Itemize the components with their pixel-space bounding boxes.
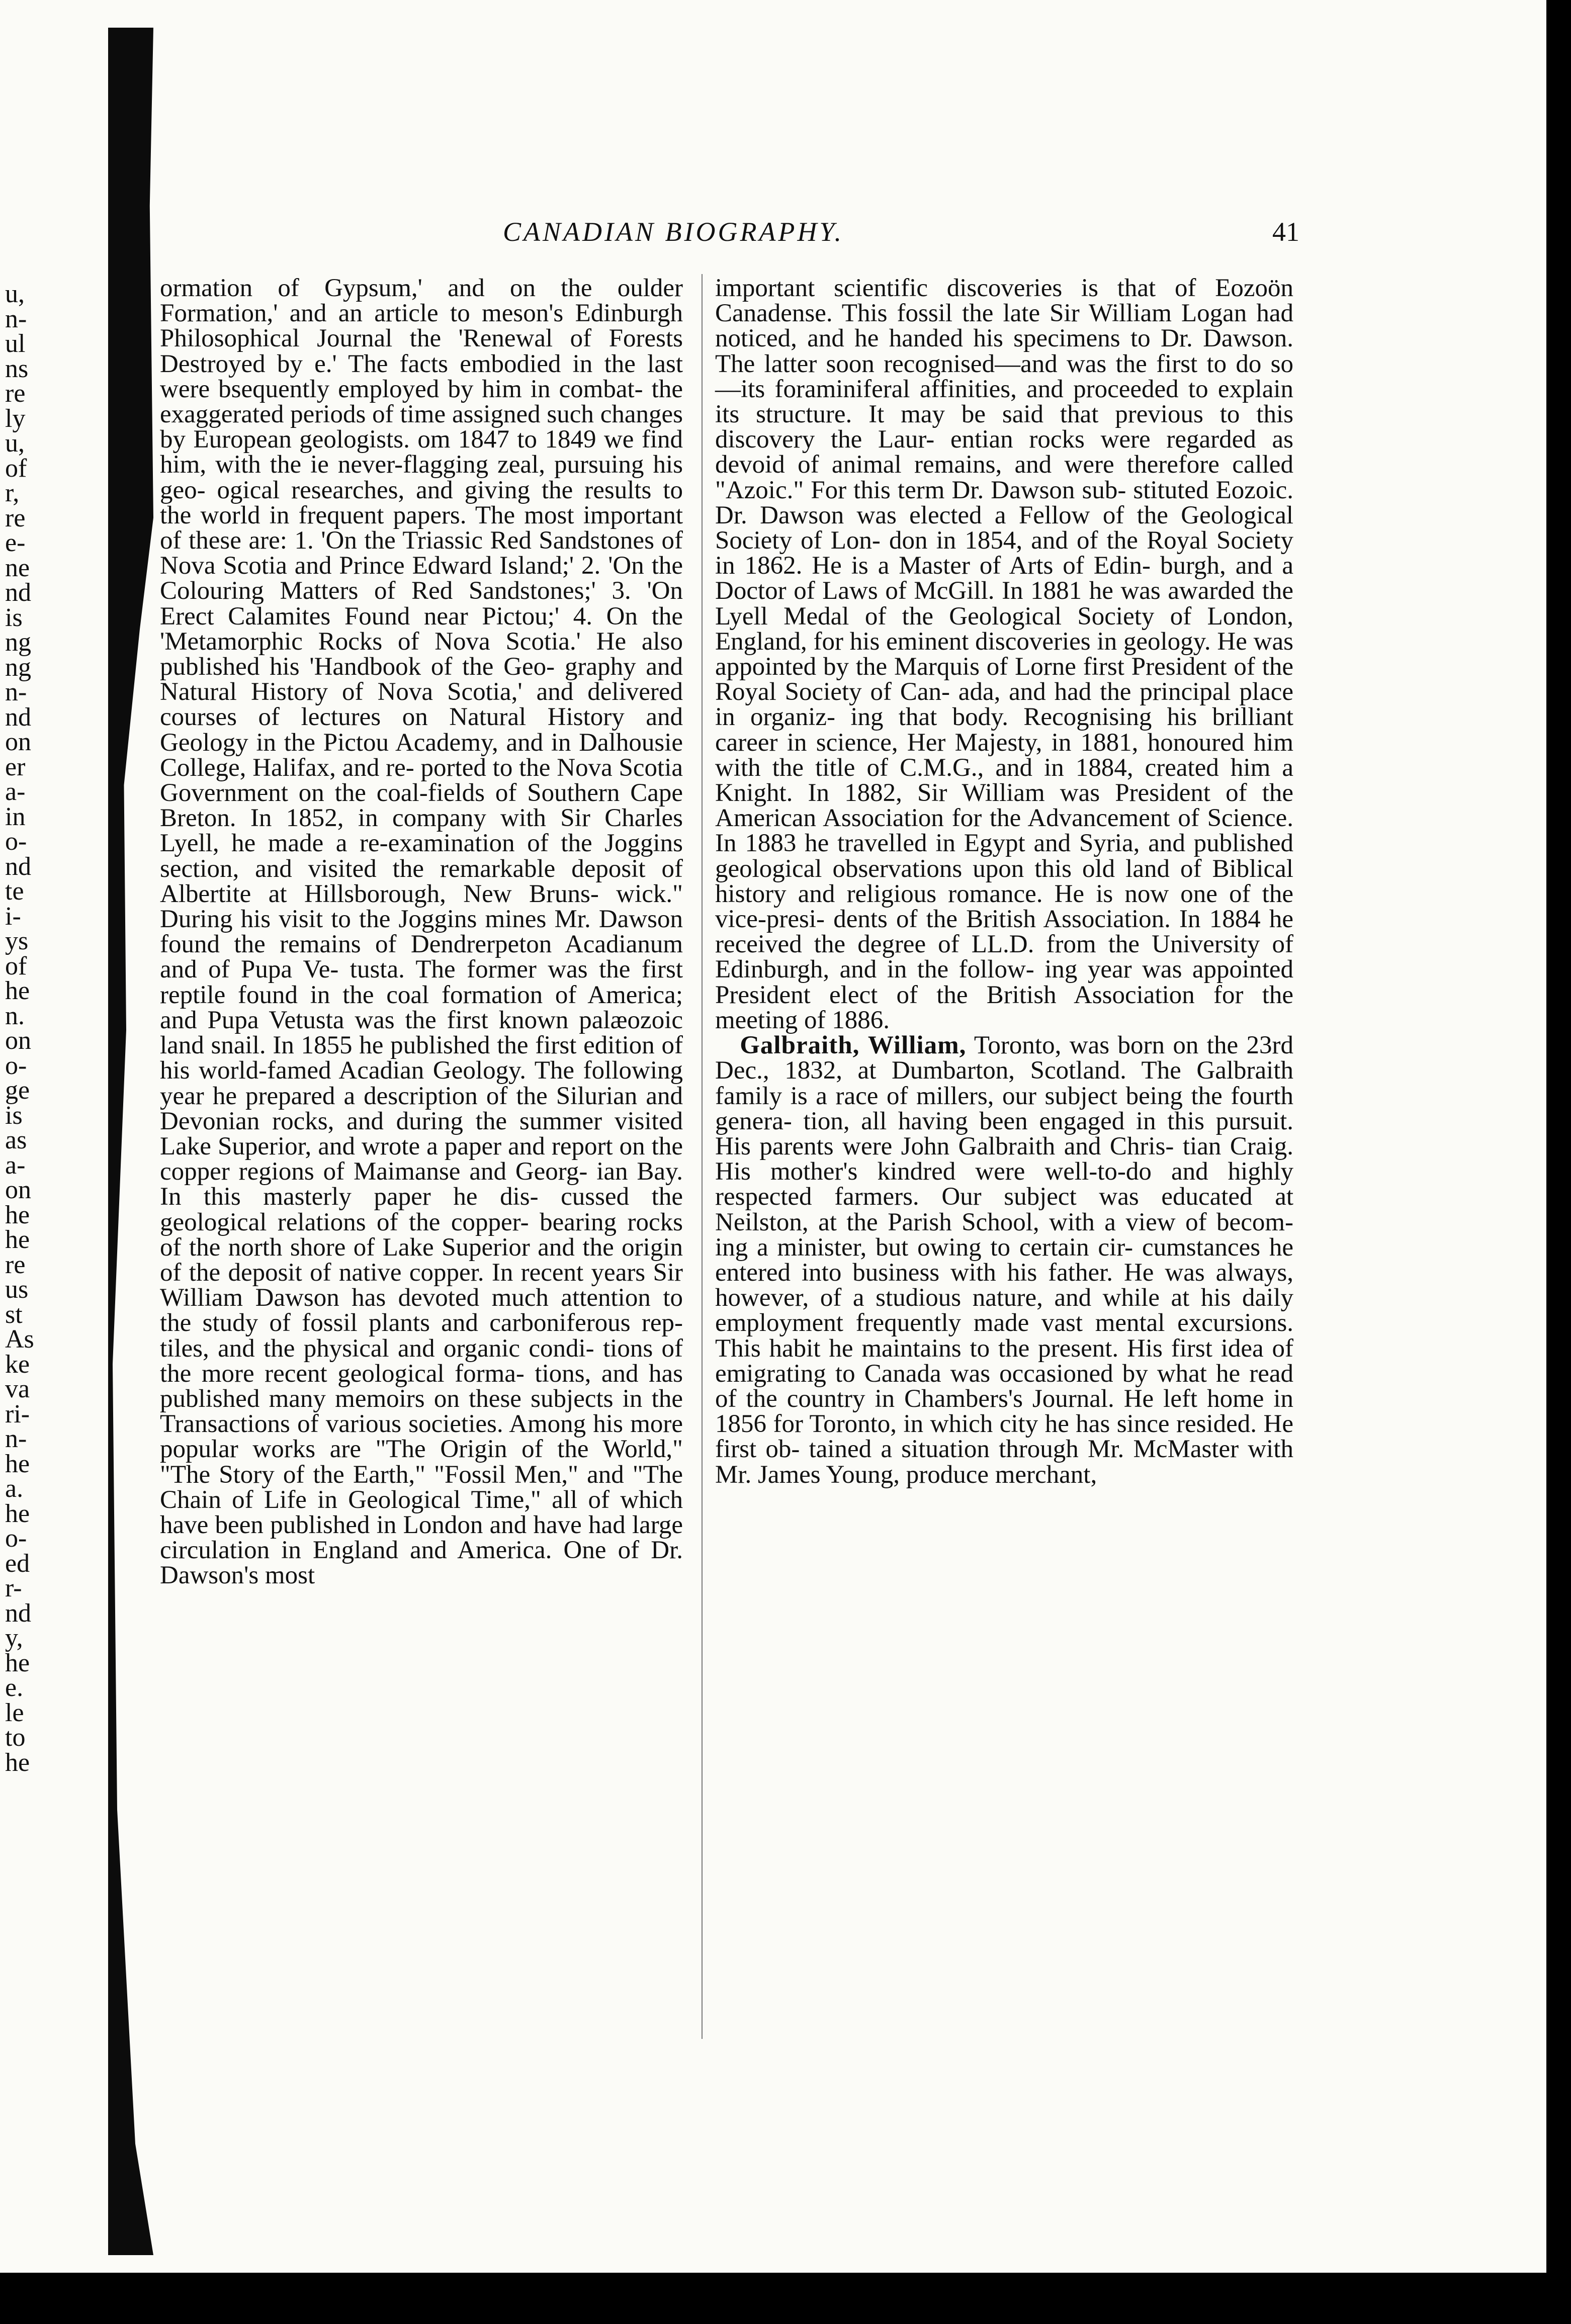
margin-fragment: o- xyxy=(5,827,27,856)
margin-fragment: nd xyxy=(5,578,31,607)
margin-fragment: n- xyxy=(5,304,27,333)
margin-fragment: va xyxy=(5,1375,30,1403)
margin-fragment: of xyxy=(5,454,27,483)
margin-fragment: a. xyxy=(5,1474,24,1503)
margin-fragment: e. xyxy=(5,1673,24,1702)
margin-fragment: er xyxy=(5,752,26,781)
margin-fragment: nd xyxy=(5,702,31,732)
margin-fragment: on xyxy=(5,728,31,756)
entry-name: Galbraith, William, xyxy=(740,1031,967,1060)
margin-fragment: ns xyxy=(5,354,29,383)
margin-fragment: is xyxy=(5,1101,23,1130)
galbraith-entry xyxy=(715,1033,1293,1487)
margin-fragment: he xyxy=(5,1449,30,1478)
margin-fragment: y, xyxy=(5,1624,23,1652)
margin-fragment: ys xyxy=(5,927,29,955)
margin-fragment: re xyxy=(5,379,26,408)
margin-fragment: ne xyxy=(5,553,30,582)
margin-fragment: he xyxy=(5,1748,30,1777)
margin-fragment: nd xyxy=(5,852,31,881)
previous-page-fragments xyxy=(5,282,50,1775)
margin-fragment: ke xyxy=(5,1350,30,1379)
margin-fragment: st xyxy=(5,1300,23,1329)
margin-fragment: As xyxy=(5,1325,34,1354)
margin-fragment: re xyxy=(5,1250,26,1279)
margin-fragment: u, xyxy=(5,429,25,458)
running-head xyxy=(0,216,1571,256)
margin-fragment: he xyxy=(5,976,30,1005)
margin-fragment: ly xyxy=(5,404,26,433)
page-number: 41 xyxy=(1272,217,1299,247)
margin-fragment: u, xyxy=(5,280,25,308)
margin-fragment: te xyxy=(5,877,24,906)
margin-fragment: n- xyxy=(5,678,27,706)
left-column-text: ormation of Gypsum,' and on the oulder Formation,' and an article to meson's Edinburgh Philosophical Journal the 'Renewal of Forests Destroyed by e.' The facts embodied in the last were bsequently employed by him in combat- the exaggerated periods of time assigned such changes by European geologists. om 1847 to 1849 we find him, with the ie never-flagging zeal, pursuing his geo- ogical researches, and giving the results to the world in frequent papers. The most important of these are: 1. 'On the Triassic Red Sandstones of Nova Scotia and Prince Edward Island;' 2. 'On the Colouring Matters of Red Sandstones;' 3. 'On Erect Calamites Found near Pictou;' 4. On the 'Metamorphic Rocks of Nova Scotia.' He also published his 'Handbook of the Geo- graphy and Natural History of Nova Scotia,' and delivered courses of lectures on Natural History and Geology in the Pictou Academy, and in Dalhousie College, Halifax, and re- ported to the Nova Scotia Government on the coal-fields of Southern Cape Breton. In 1852, in company with Sir Charles Lyell, he made a re-examination of the Joggins section, and visited the remarkable deposit of Albertite at Hillsborough, New Bruns- wick." During his visit to the Joggins mines Mr. Dawson found the remains of Dendrerpeton Acadianum and of Pupa Ve- tusta. The former was the first reptile found in the coal formation of America; and Pupa Vetusta was the first known palæozoic land snail. In 1855 he published the first edition of his world-famed Acadian Geology. The following year he prepared a description of the Silurian and Devonian rocks, and during the summer visited Lake Superior, and wrote a paper and report on the copper regions of Maimanse and Georg- ian Bay. In this masterly paper he dis- cussed the geological relations of the copper- bearing rocks of the north shore of Lake Superior and the origin of the deposit of native copper. In recent years Sir William Dawson has devoted much attention to the study of fossil plants and carboniferous rep- tiles, and the physical and organic condi- tions of the more recent geological forma- tions, and has published many memoirs on these subjects in the Transactions of various societies. Among his more popular works are "The Origin of the World," "The Story of the Earth," "Fossil Men," and "The Chain of Life in Geological Time," all of which have been published in London and have had large circulation in England and America. One of Dr. Dawson's most xyxy=(160,274,683,1590)
margin-fragment: ge xyxy=(5,1076,30,1105)
margin-fragment: e- xyxy=(5,528,26,557)
margin-fragment: he xyxy=(5,1200,30,1229)
margin-fragment: ng xyxy=(5,628,31,657)
margin-fragment: le xyxy=(5,1698,24,1727)
margin-fragment: ul xyxy=(5,329,26,358)
margin-fragment: on xyxy=(5,1026,31,1055)
column-divider xyxy=(702,274,703,2039)
margin-fragment: he xyxy=(5,1225,30,1254)
margin-fragment: o- xyxy=(5,1051,27,1080)
margin-fragment: ng xyxy=(5,653,31,682)
margin-fragment: he xyxy=(5,1499,30,1528)
margin-fragment: is xyxy=(5,603,23,632)
margin-fragment: re xyxy=(5,503,26,532)
margin-fragment: ed xyxy=(5,1549,30,1578)
margin-fragment: of xyxy=(5,951,27,980)
margin-fragment: us xyxy=(5,1275,29,1304)
entry-text: Toronto, was born on the 23rd Dec., 1832, at Dumbarton, Scotland. The Galbraith family is a race of millers, our subject being the fourth genera- tion, all having been engaged in this pursuit. His parents were John Galbraith and Chris- tian Craig. His mother's kindred were well-to-do and highly respected farmers. Our subject was educated at Neilston, at the Parish School, with a view of becom- ing a minister, but owing to certain cir- cumstances he entered into business with his father. He was always, however, of a studious nature, and while at his daily employment frequently made vast mental excursions. This habit he maintains to the present. His first idea of emigrating to Canada was occasioned by what he read of the country in Chambers's Journal. He left home in 1856 for Toronto, in which city he has since resided. He first ob- tained a situation through Mr. McMaster with Mr. James Young, produce merchant, xyxy=(715,1031,1293,1489)
margin-fragment: n- xyxy=(5,1424,27,1453)
page-title: CANADIAN BIOGRAPHY. xyxy=(503,217,844,247)
margin-fragment: a- xyxy=(5,1150,26,1180)
margin-fragment: r, xyxy=(5,479,20,507)
margin-fragment: to xyxy=(5,1723,26,1752)
margin-fragment: i- xyxy=(5,902,21,931)
margin-fragment: n. xyxy=(5,1001,25,1030)
margin-fragment: nd xyxy=(5,1598,31,1628)
margin-fragment: a- xyxy=(5,777,26,806)
right-column-paragraph: important scientific discoveries is that of Eozoön Canadense. This fossil the late Sir William Logan had noticed, and he handed his specimens to Dr. Dawson. The latter soon recognised—and was the first to do so —its foraminiferal affinities, and proceeded to explain its structure. It may be said that previous to this discovery the Laur- entian rocks were regarded as devoid of animal remains, and were therefore called "Azoic." For this term Dr. Dawson sub- stituted Eozoic. Dr. Dawson was elected a Fellow of the Geological Society of Lon- don in 1854, and of the Royal Society in 1862. He is a Master of Arts of Edin- burgh, and a Doctor of Laws of McGill. In 1881 he was awarded the Lyell Medal of the Geological Society of London, England, for his eminent discoveries in geology. He was appointed by the Marquis of Lorne first President of the Royal Society of Can- ada, and had the principal place in organiz- ing that body. Recognising his brilliant career in science, Her Majesty, in 1881, honoured him with the title of C.M.G., and in 1884, created him a Knight. In 1882, Sir William was President of the American Association for the Advancement of Science. In 1883 he travelled in Egypt and Syria, and published geological observations upon this old land of Biblical history and religious romance. He is now one of the vice-presi- dents of the British Association. In 1884 he received the degree of LL.D. from the University of Edinburgh, and in the follow- ing year was appointed President elect of the British Association for the meeting of 1886. xyxy=(715,274,1293,1034)
margin-fragment: r- xyxy=(5,1574,22,1602)
right-column xyxy=(715,276,1293,1487)
margin-fragment: ri- xyxy=(5,1399,30,1428)
left-column xyxy=(160,276,683,1588)
margin-fragment: o- xyxy=(5,1524,27,1553)
margin-fragment: he xyxy=(5,1648,30,1677)
margin-fragment: in xyxy=(5,802,26,831)
margin-fragment: as xyxy=(5,1126,27,1154)
margin-fragment: on xyxy=(5,1176,31,1204)
